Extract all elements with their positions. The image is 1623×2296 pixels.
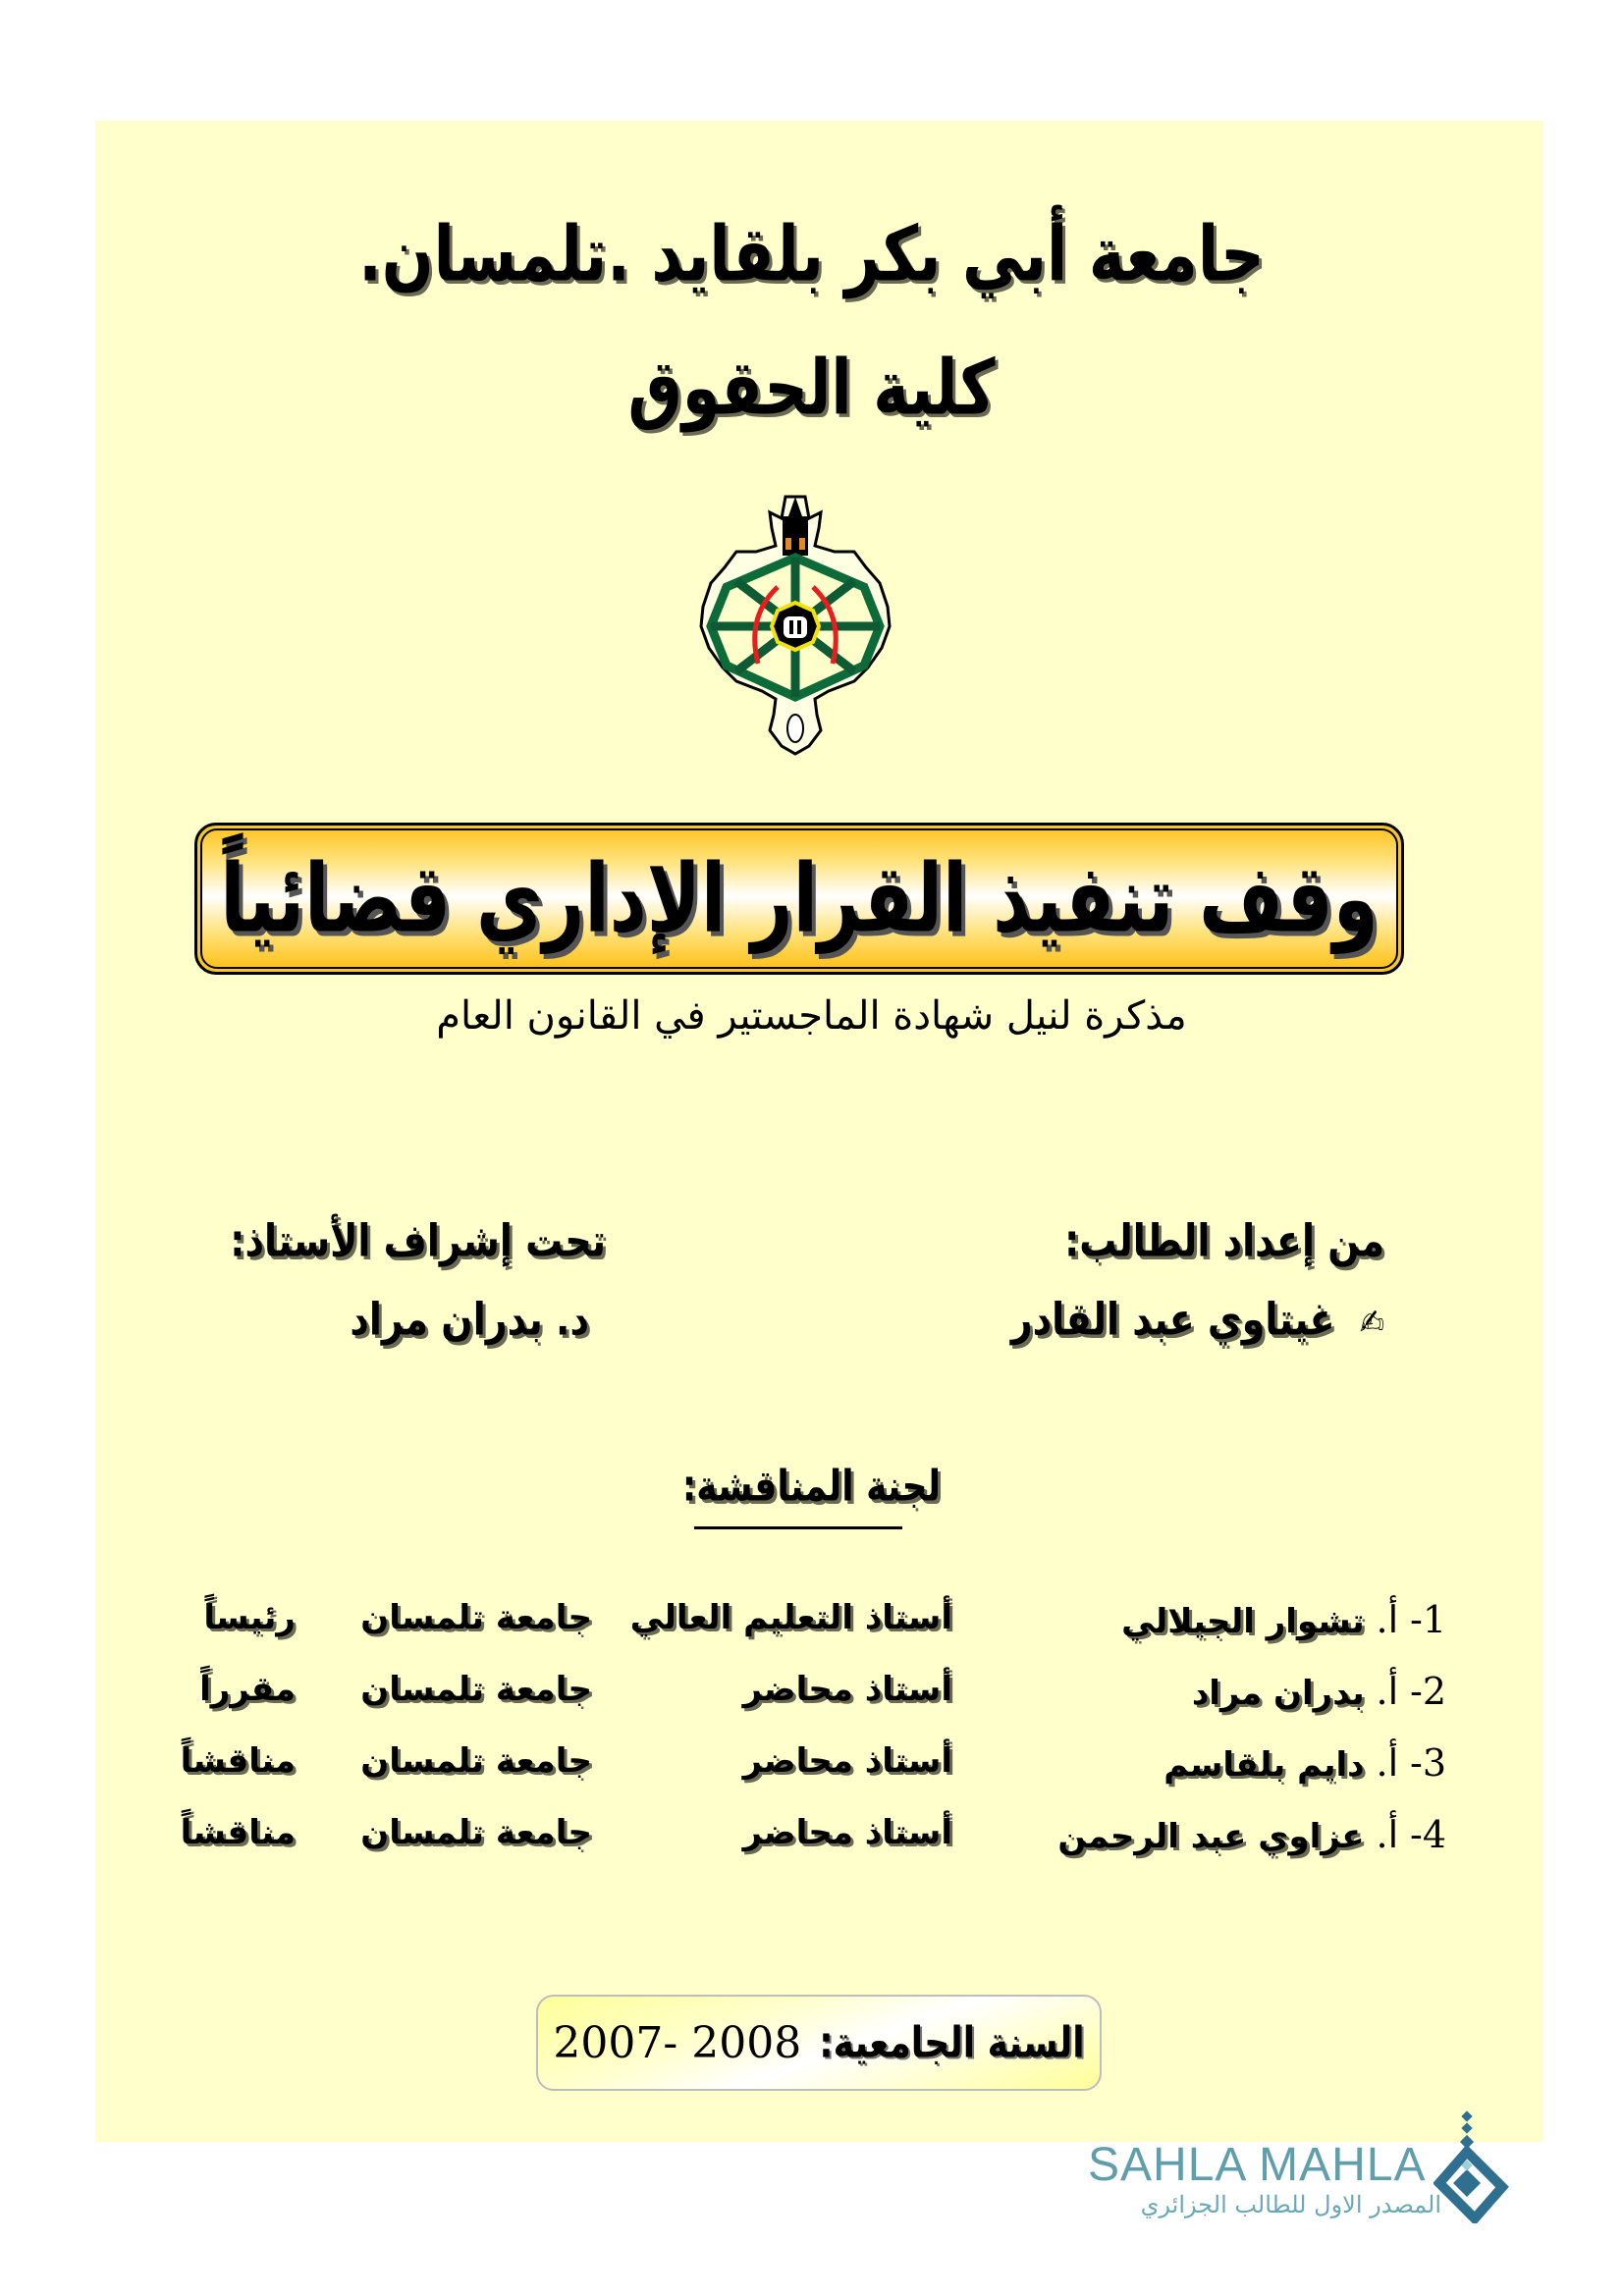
- academic-year-box: [536, 1995, 1102, 2091]
- member-rank: أستاذ محاضر: [742, 1813, 952, 1852]
- academic-year-value: 2007- 2008: [553, 2017, 802, 2068]
- member-rank: أستاذ التعليم العالي: [629, 1598, 952, 1637]
- academic-year-label: السنة الجامعية:: [819, 2018, 1085, 2067]
- member-role: رئيساً: [203, 1598, 296, 1637]
- member-rank: أستاذ محاضر: [742, 1670, 952, 1709]
- member-role: مناقشاً: [180, 1813, 296, 1852]
- member-university: جامعة تلمسان: [360, 1598, 592, 1637]
- committee-title-underline: [694, 1526, 902, 1529]
- member-rank: أستاذ محاضر: [742, 1741, 952, 1781]
- member-university: جامعة تلمسان: [360, 1670, 592, 1709]
- member-role: مقرراً: [199, 1670, 296, 1709]
- supervisor-label: تحت إشراف الأستاذ:: [230, 1214, 606, 1267]
- committee-row: [0, 1813, 1623, 1882]
- committee-row: [0, 1598, 1623, 1667]
- watermark-brand: SAHLA MAHLA: [1088, 2139, 1427, 2191]
- sahla-mahla-logo-icon: [1434, 2110, 1512, 2223]
- thesis-title-box: [194, 823, 1404, 975]
- university-emblem-icon: [687, 489, 903, 764]
- thesis-title-inner: [200, 828, 1398, 969]
- member-role: مناقشاً: [180, 1741, 296, 1781]
- writing-hand-icon: ✍: [1359, 1303, 1384, 1345]
- student-name-line: [1011, 1294, 1384, 1346]
- member-name: 4- أ. عزاوي عبد الرحمن: [1057, 1813, 1446, 1856]
- student-label: من إعداد الطالب:: [1064, 1214, 1384, 1267]
- member-university: جامعة تلمسان: [360, 1741, 592, 1781]
- member-name: 2- أ. بدران مراد: [1191, 1670, 1446, 1713]
- committee-title: لجنة المناقشة:: [681, 1462, 942, 1512]
- supervisor-name: د. بدران مراد: [350, 1293, 589, 1346]
- watermark-tagline: المصدر الاول للطالب الجزائري: [1140, 2191, 1441, 2218]
- committee-row: [0, 1670, 1623, 1738]
- member-name: 3- أ. دايم بلقاسم: [1163, 1741, 1446, 1785]
- student-name: غيتاوي عبد القادر: [1010, 1293, 1335, 1346]
- thesis-subtitle: مذكرة لنيل شهادة الماجستير في القانون العام: [436, 993, 1187, 1039]
- member-name: 1- أ. تشوار الجيلالي: [1121, 1598, 1446, 1641]
- committee-row: [0, 1741, 1623, 1810]
- thesis-title: وقف تنفيذ القرار الإداري قضائياً: [220, 843, 1379, 954]
- faculty-name: كلية الحقوق: [627, 342, 996, 433]
- university-name: جامعة أبي بكر بلقايد .تلمسان.: [358, 208, 1265, 299]
- member-university: جامعة تلمسان: [360, 1813, 592, 1852]
